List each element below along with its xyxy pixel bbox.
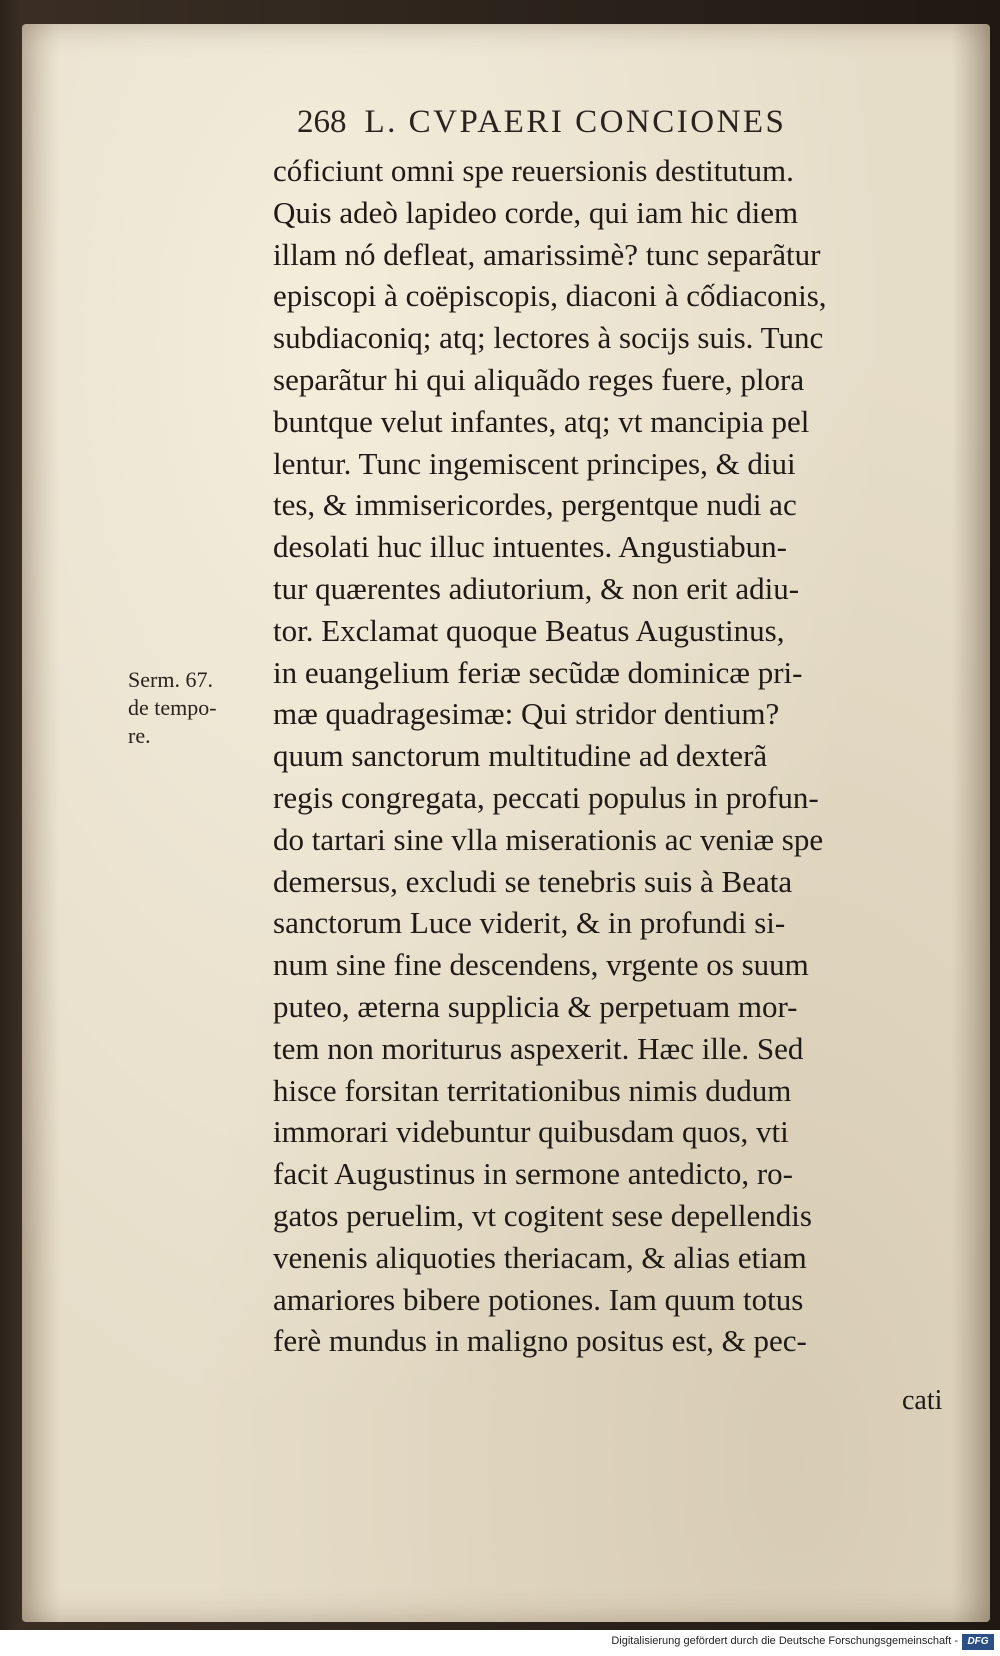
text-line: cóficiunt omni spe reuersionis destitutum. (273, 153, 794, 188)
text-line: num sine fine descendens, vrgente os suum (273, 947, 809, 983)
running-head (297, 104, 877, 141)
text-line: demersus, excludi se tenebris suis à Beata (273, 863, 793, 899)
text-line: ferè mundus in maligno positus est, & pec- (273, 1323, 807, 1359)
page-number: 268 (297, 104, 347, 140)
text-line: desolati huc illuc intuentes. Angustiabun- (273, 529, 787, 565)
text-line: puteo, æterna supplicia & perpetuam mor- (273, 988, 798, 1024)
text-line: tes, & immisericordes, pergentque nudi ac (273, 487, 797, 523)
text-line: venenis aliquoties theriacam, & alias etiam (273, 1239, 807, 1275)
text-line: mæ quadragesimæ: Qui stridor dentium? (273, 696, 780, 732)
body-text (273, 150, 963, 1362)
text-line: tor. Exclamat quoque Beatus Augustinus, (273, 612, 785, 648)
marginal-note (128, 666, 268, 750)
text-line: subdiaconiq; atq; lectores à socijs suis. Tunc (273, 320, 824, 356)
text-line: regis congregata, peccati populus in profun- (273, 779, 819, 815)
footer-credit: Digitalisierung gefördert durch die Deutsche Forschungsgemeinschaft - (611, 1635, 958, 1647)
text-line: quum sanctorum multitudine ad dexterã (273, 738, 768, 774)
catchword: cati (902, 1385, 943, 1416)
text-line: tur quærentes adiutorium, & non erit adiu- (273, 570, 800, 606)
text-line: lentur. Tunc ingemiscent principes, & diui (273, 445, 796, 481)
text-line: amariores bibere potiones. Iam quum totus (273, 1281, 804, 1317)
text-line: Quis adeò lapideo corde, qui iam hic diem (273, 194, 799, 230)
text-line: episcopi à coëpiscopis, diaconi à cốdiaconis, (273, 278, 827, 314)
text-line: in euangelium feriæ secũdæ dominicæ pri- (273, 654, 803, 690)
text-line: hisce forsitan territationibus nimis dudum (273, 1072, 792, 1108)
running-title: L. CVPAERI CONCIONES (364, 104, 787, 140)
text-line: immorari videbuntur quibusdam quos, vti (273, 1114, 789, 1150)
marginal-note-line: de tempo- (128, 695, 217, 720)
marginal-note-line: re. (128, 723, 151, 748)
text-line: illam nó defleat, amarissimè? tunc separãtur (273, 236, 821, 272)
text-line: facit Augustinus in sermone antedicto, ro- (273, 1156, 793, 1192)
text-line: do tartari sine vlla miserationis ac veniæ spe (273, 821, 824, 857)
text-line: sanctorum Luce viderit, & in profundi si- (273, 905, 786, 941)
text-line: gatos peruelim, vt cogitent sese depellendis (273, 1197, 812, 1233)
text-line: tem non moriturus aspexerit. Hæc ille. Sed (273, 1030, 804, 1066)
text-line: buntque velut infantes, atq; vt mancipia pel (273, 403, 810, 439)
text-line: separãtur hi qui aliquãdo reges fuere, plora (273, 361, 805, 397)
dfg-logo-icon: DFG (962, 1634, 994, 1650)
marginal-note-line: Serm. 67. (128, 667, 213, 692)
